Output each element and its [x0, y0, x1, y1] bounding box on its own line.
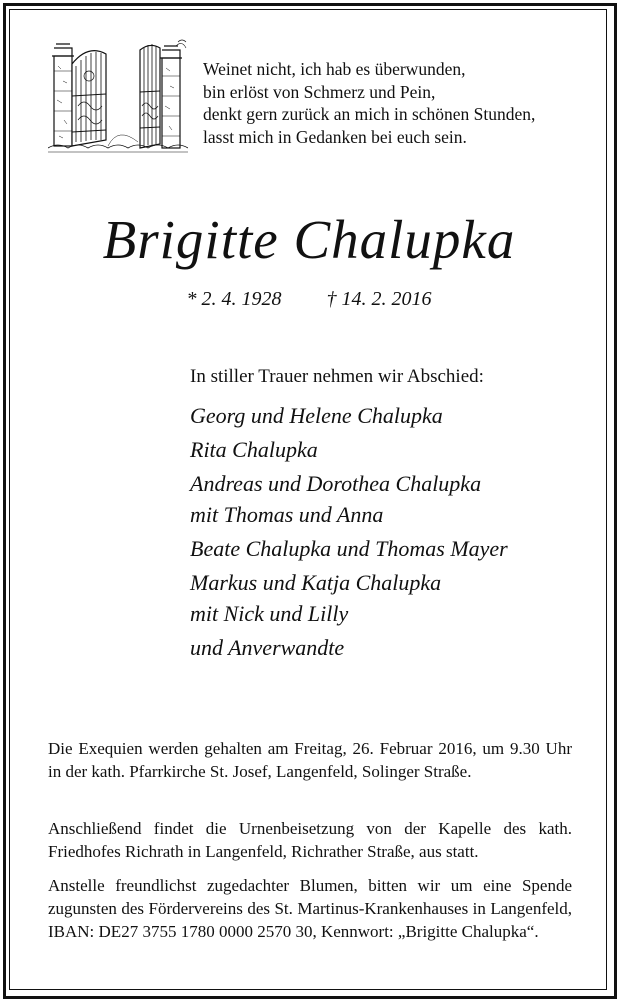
poem-line: Weinet nicht, ich hab es überwunden, [203, 59, 466, 79]
mourner-line: mit Thomas und Anna [190, 502, 384, 527]
mourner-entry [190, 468, 600, 530]
mourner-line: Andreas und Dorothea Chalupka [190, 471, 482, 496]
mourner-line: mit Nick und Lilly [190, 601, 349, 626]
death-date: † 14. 2. 2016 [326, 288, 432, 310]
poem-line: bin erlöst von Schmerz und Pein, [203, 81, 436, 102]
urn-burial-paragraph: Anschließend findet die Urnenbeisetzung von der Kapelle des kath. Friedhofes Richrath in Langenfeld, Richrather Straße, aus statt. [48, 819, 572, 861]
funeral-service-paragraph: Die Exequien werden gehalten am Freitag, 26. Februar 2016, um 9.30 Uhr in der kath. Pfarrkirche St. Josef, Langenfeld, Solinger Straße. [48, 739, 572, 781]
mourner-entry [190, 567, 600, 629]
life-dates [0, 285, 618, 313]
mourner-entry [190, 400, 600, 431]
deceased-name: Brigitte Chalupka [102, 209, 516, 270]
mourner-entry [190, 533, 600, 564]
poem-line: lasst mich in Gedanken bei euch sein. [203, 126, 467, 147]
mourner-line: Rita Chalupka [190, 437, 318, 462]
poem-line: denkt gern zurück an mich in schönen Stunden, [203, 104, 536, 124]
mourner-entry [190, 632, 600, 663]
mourning-intro: In stiller Trauer nehmen wir Abschied: [190, 366, 484, 387]
gate-icon [48, 36, 188, 154]
mourner-entry [190, 434, 600, 465]
mourners-list [190, 400, 600, 666]
mourner-line: und Anverwandte [190, 635, 345, 660]
mourner-line: Beate Chalupka und Thomas Mayer [190, 536, 508, 561]
poem [203, 58, 603, 148]
birth-date: * 2. 4. 1928 [186, 288, 282, 310]
mourner-line: Georg und Helene Chalupka [190, 403, 443, 428]
mourner-line: Markus und Katja Chalupka [190, 570, 442, 595]
donation-paragraph: Anstelle freundlichst zugedachter Blumen, bitten wir um eine Spende zugunsten des Fördervereins des St. Martinus-Krankenhauses in Langenfeld, IBAN: DE27 3755 1780 0000 2570 30, Kennwort: „Brigitte Chalupka“. [48, 876, 572, 941]
